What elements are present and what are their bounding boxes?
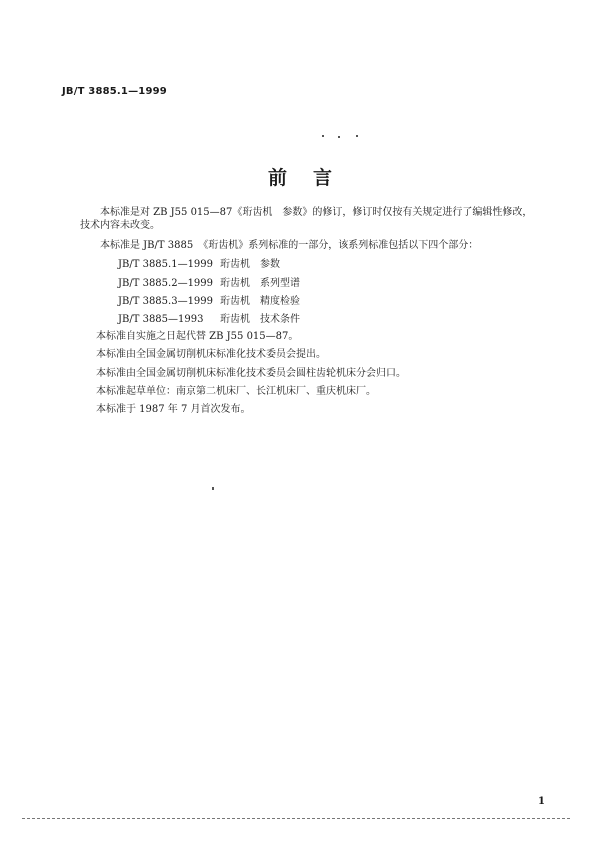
scan-speck: [212, 487, 214, 490]
scan-speck: [322, 135, 324, 137]
part-item: [118, 278, 300, 290]
part-code: JB/T 3885—1993: [118, 314, 204, 325]
part-name: 珩齿机 参数: [220, 259, 280, 270]
part-item: [118, 259, 280, 271]
page-number: 1: [538, 796, 545, 807]
part-item: [118, 296, 300, 308]
part-name: 珩齿机 技术条件: [220, 314, 300, 325]
scan-speck: [338, 136, 340, 138]
part-code: JB/T 3885.3—1999: [118, 296, 214, 307]
page-title: 前言: [267, 167, 358, 189]
statement-managed-by: 本标准由全国金属切削机床标准化技术委员会圆柱齿轮机床分会归口。: [96, 368, 406, 379]
standard-number: JB/T 3885.1—1999: [62, 86, 167, 97]
footer-rule: [22, 818, 570, 819]
scan-speck: [356, 135, 358, 137]
part-name: 珩齿机 系列型谱: [220, 278, 300, 289]
part-item: [118, 314, 300, 326]
paragraph-2-line-1: 本标准是 JB/T 3885 《珩齿机》系列标准的一部分，该系列标准包括以下四个部分：: [100, 240, 479, 251]
part-name: 珩齿机 精度检验: [220, 296, 300, 307]
statement-first-release: 本标准于 1987 年 7 月首次发布。: [96, 404, 251, 415]
part-code: JB/T 3885.1—1999: [118, 259, 214, 270]
statement-proposed-by: 本标准由全国金属切削机床标准化技术委员会提出。: [96, 349, 326, 360]
paragraph-1-line-2: 技术内容未改变。: [80, 220, 160, 231]
part-code: JB/T 3885.2—1999: [118, 278, 214, 289]
statement-replacement: 本标准自实施之日起代替 ZB J55 015—87。: [96, 331, 299, 342]
statement-drafting-units: 本标准起草单位：南京第二机床厂、长江机床厂、重庆机床厂。: [96, 386, 376, 397]
paragraph-1-line-1: 本标准是对 ZB J55 015—87《珩齿机 参数》的修订，修订时仅按有关规定进行了编辑性修改，: [100, 207, 533, 218]
